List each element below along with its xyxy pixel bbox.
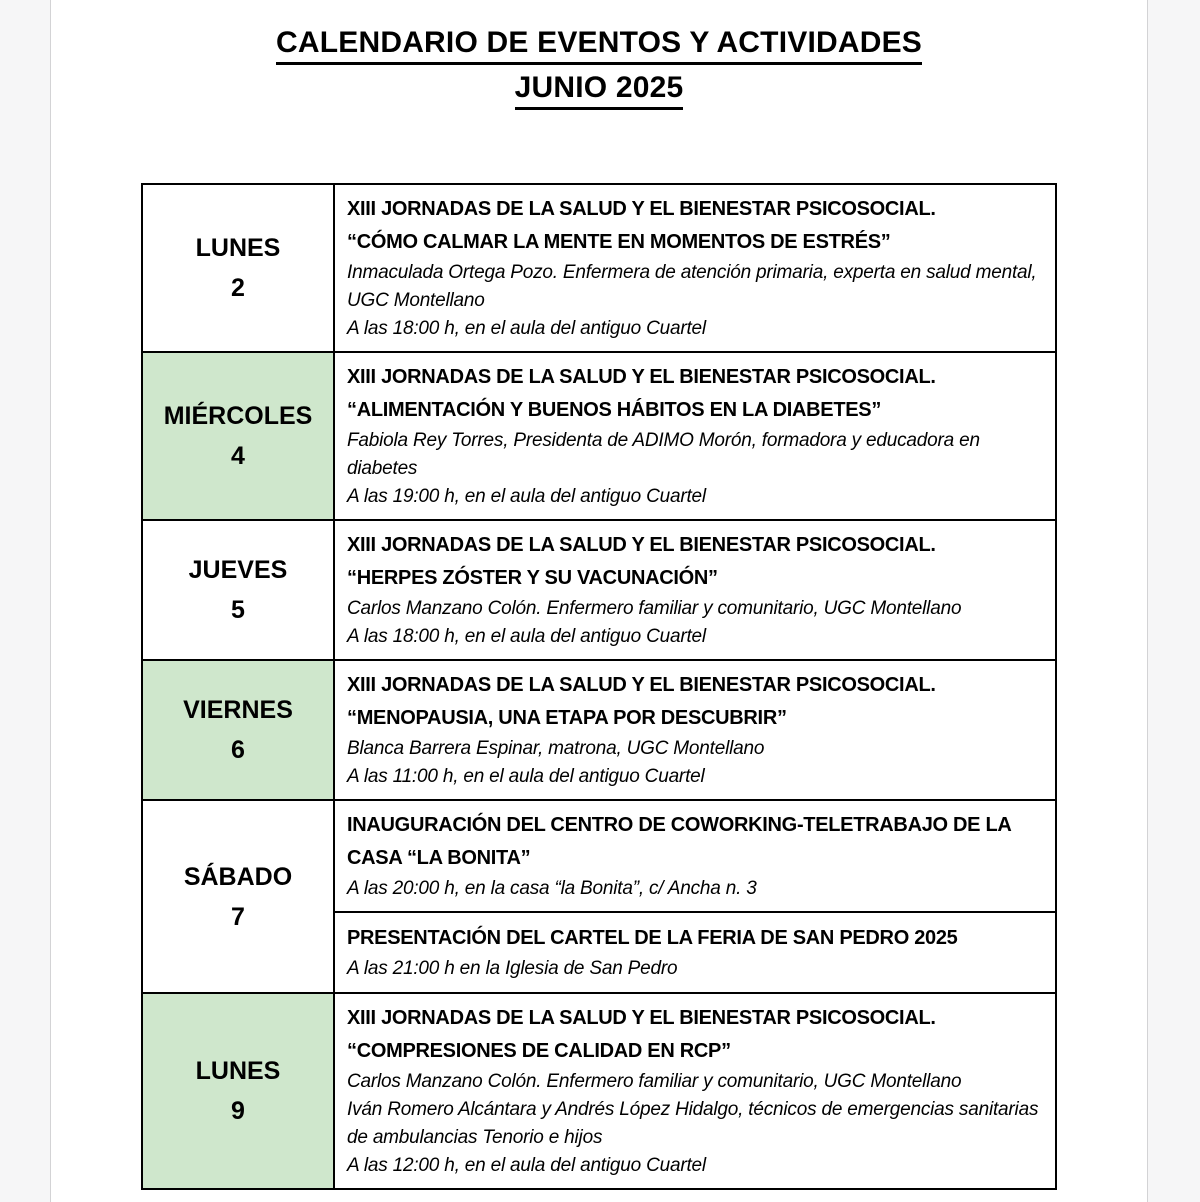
event-title-line: XIII JORNADAS DE LA SALUD Y EL BIENESTAR PSICOSOCIAL.	[347, 1007, 936, 1029]
event-title-line: PRESENTACIÓN DEL CARTEL DE LA FERIA DE SAN PEDRO 2025	[347, 927, 958, 949]
event-cell	[334, 912, 1056, 993]
document-page	[50, 0, 1148, 1202]
event-title-line: XIII JORNADAS DE LA SALUD Y EL BIENESTAR PSICOSOCIAL.	[347, 534, 936, 556]
event-detail: A las 20:00 h, en la casa “la Bonita”, c/ Ancha n. 3	[347, 878, 757, 899]
day-number: 2	[231, 274, 245, 302]
day-name: VIERNES	[183, 696, 293, 724]
day-cell	[142, 520, 334, 660]
event-title-line: “HERPES ZÓSTER Y SU VACUNACIÓN”	[347, 567, 718, 589]
events-table	[141, 183, 1057, 1190]
day-cell	[142, 800, 334, 993]
event-cell	[334, 660, 1056, 800]
event-cell	[334, 520, 1056, 660]
event-cell	[334, 352, 1056, 520]
event-detail: A las 18:00 h, en el aula del antiguo Cuartel	[347, 318, 706, 339]
table-row-miercoles-4	[142, 352, 1056, 520]
title-line-2: JUNIO 2025	[515, 71, 684, 110]
event-title-line: XIII JORNADAS DE LA SALUD Y EL BIENESTAR PSICOSOCIAL.	[347, 198, 936, 220]
event-detail: A las 11:00 h, en el aula del antiguo Cuartel	[347, 766, 705, 787]
day-name: MIÉRCOLES	[163, 402, 313, 430]
event-detail: Blanca Barrera Espinar, matrona, UGC Montellano	[347, 738, 765, 759]
event-detail: Carlos Manzano Colón. Enfermero familiar y comunitario, UGC Montellano	[347, 598, 962, 619]
document-title	[51, 0, 1147, 116]
event-detail: Iván Romero Alcántara y Andrés López Hidalgo, técnicos de emergencias sanitarias de ambulancias Tenorio e hijos	[347, 1099, 1039, 1148]
event-detail: Fabiola Rey Torres, Presidenta de ADIMO Morón, formadora y educadora en diabetes	[347, 430, 980, 479]
event-title-line: “MENOPAUSIA, UNA ETAPA POR DESCUBRIR”	[347, 707, 787, 729]
event-cell	[334, 993, 1056, 1189]
event-title-line: XIII JORNADAS DE LA SALUD Y EL BIENESTAR PSICOSOCIAL.	[347, 674, 936, 696]
event-cell	[334, 184, 1056, 352]
table-row-lunes-2	[142, 184, 1056, 352]
event-title-line: INAUGURACIÓN DEL CENTRO DE COWORKING-TELETRABAJO DE LA CASA “LA BONITA”	[347, 814, 1011, 869]
event-detail: A las 21:00 h en la Iglesia de San Pedro	[347, 958, 678, 979]
event-title-line: XIII JORNADAS DE LA SALUD Y EL BIENESTAR PSICOSOCIAL.	[347, 366, 936, 388]
day-cell-highlighted	[142, 660, 334, 800]
day-cell-highlighted	[142, 352, 334, 520]
day-name: JUEVES	[188, 556, 288, 584]
day-number: 5	[231, 596, 245, 624]
title-line-1: CALENDARIO DE EVENTOS Y ACTIVIDADES	[276, 26, 922, 65]
event-detail: A las 18:00 h, en el aula del antiguo Cuartel	[347, 626, 706, 647]
event-detail: Carlos Manzano Colón. Enfermero familiar y comunitario, UGC Montellano	[347, 1071, 962, 1092]
day-name: SÁBADO	[183, 862, 293, 891]
day-number: 7	[231, 902, 245, 931]
day-name: LUNES	[195, 1057, 281, 1085]
table-row-jueves-5	[142, 520, 1056, 660]
event-title-line: “COMPRESIONES DE CALIDAD EN RCP”	[347, 1040, 731, 1062]
day-cell	[142, 184, 334, 352]
event-title-line: “ALIMENTACIÓN Y BUENOS HÁBITOS EN LA DIABETES”	[347, 399, 882, 421]
day-number: 9	[231, 1097, 245, 1125]
day-name: LUNES	[195, 234, 281, 262]
event-title-line: “CÓMO CALMAR LA MENTE EN MOMENTOS DE ESTRÉS”	[347, 231, 891, 253]
day-number: 6	[231, 736, 245, 764]
event-detail: Inmaculada Ortega Pozo. Enfermera de atención primaria, experta en salud mental, UGC Montellano	[347, 262, 1037, 311]
table-row-viernes-6	[142, 660, 1056, 800]
event-cell	[334, 800, 1056, 912]
day-number: 4	[231, 442, 245, 470]
event-detail: A las 19:00 h, en el aula del antiguo Cuartel	[347, 486, 706, 507]
table-row-lunes-9	[142, 993, 1056, 1189]
day-cell-highlighted	[142, 993, 334, 1189]
table-row-sabado-7	[142, 800, 1056, 912]
event-detail: A las 12:00 h, en el aula del antiguo Cuartel	[347, 1155, 706, 1176]
